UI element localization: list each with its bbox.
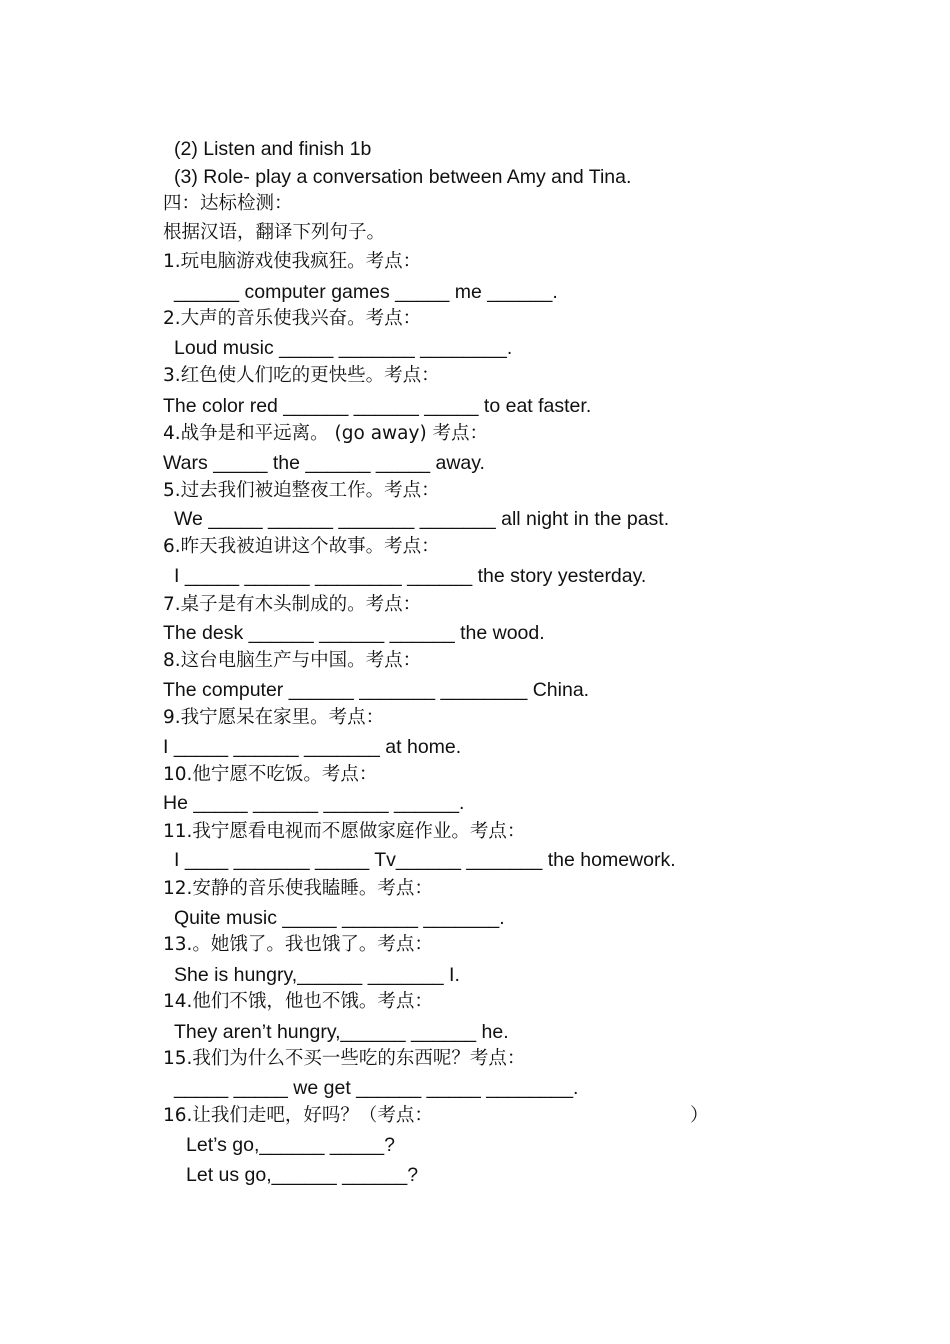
question-answer: _____ _____ we get ______ _____ ________.	[174, 1077, 579, 1099]
question-answer: He _____ ______ ______ ______.	[163, 792, 465, 814]
question-prompt: 1.玩电脑游戏使我疯狂。考点：	[163, 251, 422, 272]
section-heading: 四：达标检测：	[163, 193, 293, 214]
question-answer: I _____ ______ ________ ______ the story yesterday.	[174, 565, 647, 587]
question-answer: She is hungry,______ _______ I.	[174, 964, 460, 986]
question-answer: I _____ ______ _______ at home.	[163, 736, 462, 758]
question-answer: Wars _____ the ______ _____ away.	[163, 452, 485, 474]
question-answer: Let us go,______ ______?	[186, 1164, 419, 1186]
question-answer: The color red ______ ______ _____ to eat faster.	[163, 395, 592, 417]
step-listen: (2) Listen and finish 1b	[174, 138, 372, 160]
question-answer: The desk ______ ______ ______ the wood.	[163, 622, 545, 644]
closing-parenthesis: ）	[690, 1105, 709, 1126]
question-prompt: 12.安静的音乐使我瞌睡。考点：	[163, 878, 433, 899]
question-prompt: 9.我宁愿呆在家里。考点：	[163, 707, 385, 728]
question-answer: Loud music _____ _______ ________.	[174, 337, 513, 359]
question-prompt: 5.过去我们被迫整夜工作。考点：	[163, 480, 440, 501]
question-prompt: 11.我宁愿看电视而不愿做家庭作业。考点：	[163, 821, 526, 842]
question-prompt: 13.。她饿了。我也饿了。考点：	[163, 934, 433, 955]
question-prompt: 16.让我们走吧，好吗？（考点：	[163, 1105, 433, 1126]
question-prompt: 7.桌子是有木头制成的。考点：	[163, 594, 422, 615]
question-answer: The computer ______ _______ ________ China.	[163, 679, 590, 701]
question-prompt: 6.昨天我被迫讲这个故事。考点：	[163, 536, 440, 557]
question-prompt: 8.这台电脑生产与中国。考点：	[163, 650, 422, 671]
step-role-play: (3) Role- play a conversation between Amy and Tina.	[174, 166, 632, 188]
question-prompt: 3.红色使人们吃的更快些。考点：	[163, 365, 440, 386]
question-answer: ______ computer games _____ me ______.	[174, 281, 558, 303]
question-prompt: 14.他们不饿，他也不饿。考点：	[163, 991, 433, 1012]
question-answer: Let’s go,______ _____?	[186, 1134, 395, 1156]
question-prompt: 10.他宁愿不吃饭。考点：	[163, 764, 378, 785]
question-answer: They aren’t hungry,______ ______ he.	[174, 1021, 509, 1043]
question-answer: I ____ _______ _____ Tv______ _______ the homework.	[174, 849, 676, 871]
question-prompt: 15.我们为什么不买一些吃的东西呢？考点：	[163, 1048, 526, 1069]
question-prompt: 4.战争是和平远离。 (go away) 考点：	[163, 423, 489, 444]
question-answer: Quite music _____ _______ _______.	[174, 907, 505, 929]
question-prompt: 2.大声的音乐使我兴奋。考点：	[163, 308, 422, 329]
section-instruction: 根据汉语，翻译下列句子。	[163, 222, 386, 243]
question-answer: We _____ ______ _______ _______ all night in the past.	[174, 508, 670, 530]
